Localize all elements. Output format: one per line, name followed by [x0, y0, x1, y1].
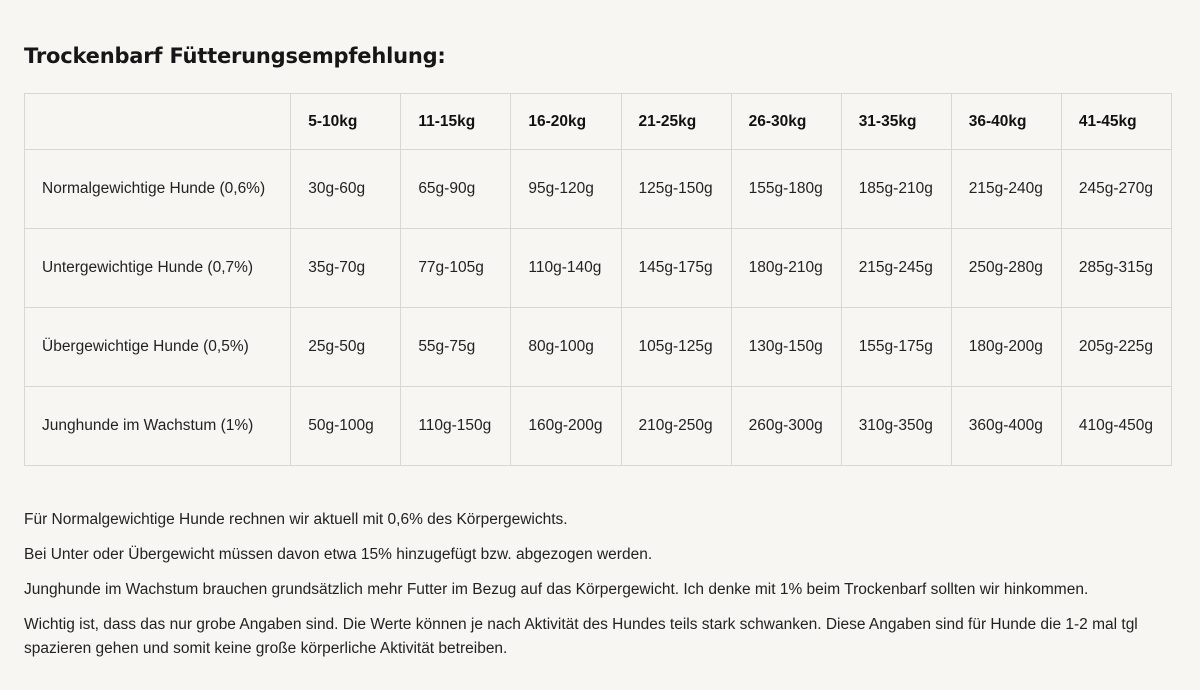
table-cell: 260g-300g [731, 387, 841, 466]
row-label: Junghunde im Wachstum (1%) [25, 387, 291, 466]
table-cell: 205g-225g [1061, 308, 1171, 387]
row-label: Übergewichtige Hunde (0,5%) [25, 308, 291, 387]
table-cell: 25g-50g [291, 308, 401, 387]
row-label: Untergewichtige Hunde (0,7%) [25, 229, 291, 308]
feeding-table [24, 93, 1172, 466]
note-paragraph: Wichtig ist, dass das nur grobe Angaben sind. Die Werte können je nach Aktivität des Hundes teils stark schwanken. Diese Angaben sind für Hunde die 1-2 mal tgl spazieren gehen und somit keine große körperliche Aktivität betreiben. [24, 616, 1138, 657]
table-cell: 180g-200g [951, 308, 1061, 387]
table-cell: 250g-280g [951, 229, 1061, 308]
table-cell: 210g-250g [621, 387, 731, 466]
table-row [25, 308, 1172, 387]
column-header: 5-10kg [291, 94, 401, 150]
table-cell: 50g-100g [291, 387, 401, 466]
page-heading: Trockenbarf Fütterungsempfehlung: [24, 44, 446, 68]
column-header: 26-30kg [731, 94, 841, 150]
note-paragraph: Junghunde im Wachstum brauchen grundsätzlich mehr Futter im Bezug auf das Körpergewicht. Ich denke mit 1% beim Trockenbarf sollten wir hinkommen. [24, 581, 1089, 598]
table-corner-cell [25, 94, 291, 150]
notes-section [24, 508, 1174, 672]
column-header: 36-40kg [951, 94, 1061, 150]
table-cell: 245g-270g [1061, 150, 1171, 229]
column-header: 16-20kg [511, 94, 621, 150]
table-cell: 125g-150g [621, 150, 731, 229]
note-paragraph: Bei Unter oder Übergewicht müssen davon etwa 15% hinzugefügt bzw. abgezogen werden. [24, 546, 653, 563]
table-cell: 285g-315g [1061, 229, 1171, 308]
table-header-row [25, 94, 1172, 150]
table-cell: 130g-150g [731, 308, 841, 387]
table-cell: 185g-210g [841, 150, 951, 229]
table-cell: 180g-210g [731, 229, 841, 308]
column-header: 21-25kg [621, 94, 731, 150]
table-cell: 145g-175g [621, 229, 731, 308]
table-cell: 160g-200g [511, 387, 621, 466]
table-row [25, 150, 1172, 229]
table-cell: 155g-175g [841, 308, 951, 387]
table-cell: 110g-140g [511, 229, 621, 308]
table-cell: 105g-125g [621, 308, 731, 387]
table-cell: 80g-100g [511, 308, 621, 387]
table-cell: 215g-245g [841, 229, 951, 308]
note-paragraph: Für Normalgewichtige Hunde rechnen wir aktuell mit 0,6% des Körpergewichts. [24, 511, 568, 528]
table-cell: 30g-60g [291, 150, 401, 229]
table-cell: 310g-350g [841, 387, 951, 466]
table-cell: 215g-240g [951, 150, 1061, 229]
row-label: Normalgewichtige Hunde (0,6%) [25, 150, 291, 229]
table-row [25, 229, 1172, 308]
table-cell: 360g-400g [951, 387, 1061, 466]
table-cell: 65g-90g [401, 150, 511, 229]
table-cell: 35g-70g [291, 229, 401, 308]
table-cell: 77g-105g [401, 229, 511, 308]
column-header: 11-15kg [401, 94, 511, 150]
table-cell: 110g-150g [401, 387, 511, 466]
column-header: 41-45kg [1061, 94, 1171, 150]
table-cell: 155g-180g [731, 150, 841, 229]
table-cell: 95g-120g [511, 150, 621, 229]
table-row [25, 387, 1172, 466]
table-cell: 55g-75g [401, 308, 511, 387]
column-header: 31-35kg [841, 94, 951, 150]
table-cell: 410g-450g [1061, 387, 1171, 466]
